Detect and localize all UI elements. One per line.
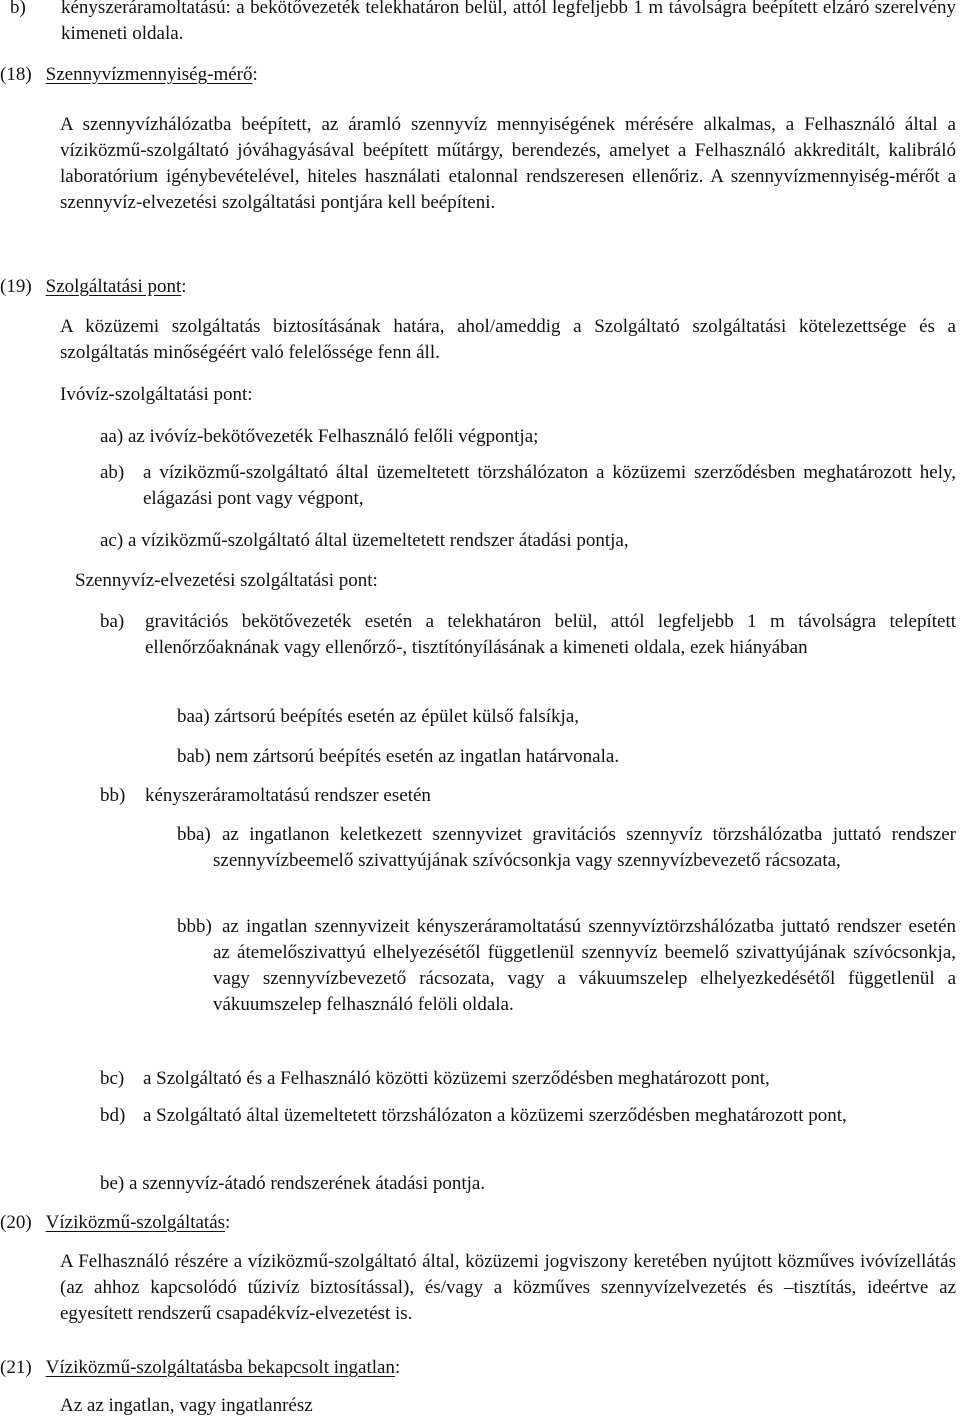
item-bb xyxy=(100,783,956,809)
item-baa: baa) zártsorú beépítés esetén az épület külső falsíkja, xyxy=(177,706,579,727)
item-label: bd) xyxy=(100,1105,126,1126)
ivoviz-heading: Ivóvíz-szolgáltatási pont: xyxy=(60,384,253,405)
item-text xyxy=(177,822,956,874)
item-text: a Szolgáltató és a Felhasználó közötti közüzemi szerződésben meghatározott pont, xyxy=(143,1068,770,1089)
section-number: (18) xyxy=(0,64,32,85)
item-bbb xyxy=(177,914,956,1018)
section-21-body: Az az ingatlan, vagy ingatlanrész xyxy=(60,1395,313,1416)
section-term: Szennyvízmennyiség-mérő xyxy=(45,64,253,85)
item-label: bc) xyxy=(100,1068,125,1089)
item-label: ab) xyxy=(100,462,125,483)
section-term: Víziközmű-szolgáltatásba bekapcsolt ingatlan xyxy=(45,1357,395,1378)
term-colon: : xyxy=(181,276,187,297)
item-label: bbb) xyxy=(177,916,212,937)
section-term: Víziközmű-szolgáltatás xyxy=(45,1212,226,1233)
section-21-heading xyxy=(0,1355,400,1381)
item-label: bba) xyxy=(177,824,211,845)
item-text-content: az ingatlan szennyvizeit kényszeráramoltatású szennyvíztörzshálózatba juttató rendszer esetén az átemelőszivattyú elhelyezésétől függetlenül szennyvíz beemelő szivattyújának szívócsonkja, vagy szennyvízbevezető rácsozata, vagy a vákuumszelep elhelyezkedésétől függetlenül a vákuumszelep felhasználó felöli oldala. xyxy=(213,916,956,1015)
item-label: b) xyxy=(10,0,26,18)
item-b xyxy=(10,0,956,47)
item-text: a víziközmű-szolgáltató által üzemeltetett törzshálózaton a közüzemi szerződésben meghatározott hely, elágazási pont vagy végpont, xyxy=(143,462,956,509)
item-bab: bab) nem zártsorú beépítés esetén az ingatlan határvonala. xyxy=(177,746,620,767)
item-ba xyxy=(100,609,956,661)
item-text: gravitációs bekötővezeték esetén a telekhatáron belül, attól legfeljebb 1 m távolságra telepített ellenőrzőaknának vagy ellenőrző-, tisztítónyílásának a kimeneti oldala, ezek hiányában xyxy=(145,611,956,658)
szennyviz-heading: Szennyvíz-elvezetési szolgáltatási pont: xyxy=(75,570,378,591)
item-bba xyxy=(177,822,956,874)
term-colon: : xyxy=(394,1357,401,1378)
section-20-body: A Felhasználó részére a víziközmű-szolgáltató által, közüzemi jogviszony keretében nyújtott közműves ivóvízellátás (az ahhoz kapcsolódó tűzivíz biztosítással), és/vagy a közműves szennyvízelvezetés és –tisztítás, ideértve az egyesített rendszerű csapadékvíz-elvezetést is. xyxy=(60,1251,956,1324)
item-label: bb) xyxy=(100,785,126,806)
item-bd xyxy=(100,1103,956,1129)
item-text: kényszeráramoltatású rendszer esetén xyxy=(145,785,431,806)
section-18-body: A szennyvízhálózatba beépített, az áramló szennyvíz mennyiségének mérésére alkalmas, a Felhasználó által a víziközmű-szolgáltató jóváhagyásával beépített műtárgy, berendezés, amelyet a Felhasználó akkreditált, kalibráló laboratórium igénybevételével, hiteles használati etalonnal rendszeresen ellenőriz. A szennyvízmennyiség-mérőt a szennyvíz-elvezetési szolgáltatási pontjára kell beépíteni. xyxy=(60,114,956,213)
section-18-heading xyxy=(0,62,258,88)
term-colon: : xyxy=(225,1212,231,1233)
item-text-content: az ingatlanon keletkezett szennyvizet gravitációs szennyvíz törzshálózatba juttató rendszer szennyvízbeemelő szivattyújának szívócsonkja vagy szennyvízbevezető rácsozata, xyxy=(213,824,956,871)
item-text: kényszeráramoltatású: a bekötővezeték telekhatáron belül, attól legfeljebb 1 m távolságra beépített elzáró szerelvény kimeneti oldala. xyxy=(61,0,956,44)
item-ac: ac) a víziközmű-szolgáltató által üzemeltetett rendszer átadási pontja, xyxy=(100,530,629,551)
item-be: be) a szennyvíz-átadó rendszerének átadási pontja. xyxy=(100,1173,486,1194)
item-ab xyxy=(100,460,956,512)
item-text: a Szolgáltató által üzemeltetett törzshálózaton a közüzemi szerződésben meghatározott pont, xyxy=(143,1105,847,1126)
section-number: (20) xyxy=(0,1212,32,1233)
item-label: ba) xyxy=(100,611,125,632)
section-term: Szolgáltatási pont xyxy=(45,276,182,297)
item-bc xyxy=(100,1066,956,1092)
section-19-heading xyxy=(0,274,187,300)
section-number: (19) xyxy=(0,276,32,297)
section-20-heading xyxy=(0,1210,230,1236)
section-number: (21) xyxy=(0,1357,32,1378)
item-aa: aa) az ivóvíz-bekötővezeték Felhasználó felőli végpontja; xyxy=(100,426,539,447)
section-19-body: A közüzemi szolgáltatás biztosításának határa, ahol/ameddig a Szolgáltató szolgáltatási kötelezettsége és a szolgáltatás minőségéért való felelőssége fenn áll. xyxy=(60,316,956,363)
item-text xyxy=(177,914,956,1018)
term-colon: : xyxy=(252,64,258,85)
